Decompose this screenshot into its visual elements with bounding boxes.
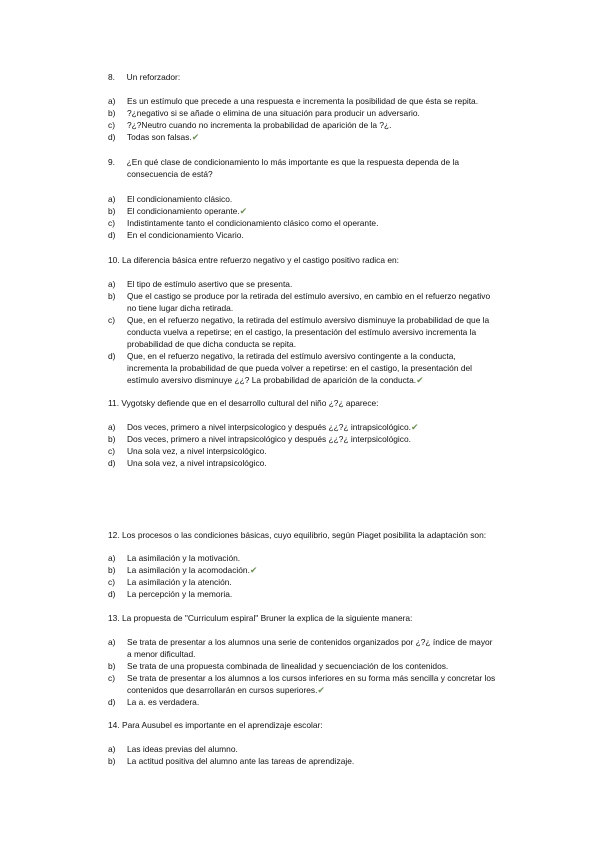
question-8: [108, 71, 528, 83]
question-stem-cont: consecuencia de está?: [127, 169, 213, 179]
check-icon: ✔: [191, 132, 200, 142]
option-8d: d) Todas son falsas.✔: [108, 132, 200, 142]
question-stem: La diferencia básica entre refuerzo negativo y el castigo positivo radica en:: [121, 255, 399, 265]
question-number: 8.: [108, 72, 115, 82]
check-icon: ✔: [410, 422, 419, 432]
question-9: [108, 156, 528, 180]
option-10c: c) Que, en el refuerzo negativo, la retirada del estímulo aversivo disminuye la probabilidad de que la conducta vuelva a repetirse; en el castigo, la presentación del estímulo aversivo incrementa la probabilidad de que dicha conducta se repita.: [108, 315, 490, 349]
question-12: [108, 529, 548, 541]
question-13: [108, 612, 528, 624]
option-12c: c) La asimilación y la atención.: [108, 577, 232, 587]
question-number: 9.: [108, 157, 115, 167]
option-9a: a) El condicionamiento clásico.: [108, 194, 233, 204]
question-number: 13.: [108, 613, 120, 623]
option-10b: b) Que el castigo se produce por la retirada del estímulo aversivo, en cambio en el refuerzo negativo no tiene lugar dicha retirada.: [108, 291, 491, 313]
check-icon: ✔: [249, 565, 258, 575]
question-stem: Vygotsky defiende que en el desarrollo cultural del niño ¿?¿ aparece:: [121, 398, 379, 408]
option-12d: d) La percepción y la memoria.: [108, 589, 233, 599]
option-13d: d) La a. es verdadera.: [108, 697, 200, 707]
option-12a: a) La asimilación y la motivación.: [108, 553, 241, 563]
option-8c: c) ?¿?Neutro cuando no incrementa la probabilidad de aparición de la ?¿.: [108, 120, 392, 130]
option-13b: b) Se trata de una propuesta combinada de linealidad y secuenciación de los contenidos.: [108, 661, 449, 671]
option-9b: b) El condicionamiento operante.✔: [108, 206, 248, 216]
option-14a: a) Las ideas previas del alumno.: [108, 744, 238, 754]
question-14: [108, 719, 528, 731]
question-10: [108, 254, 528, 266]
option-10a: a) El tipo de estímulo asertivo que se presenta.: [108, 279, 293, 289]
option-12b: b) La asimilación y la acomodación.✔: [108, 565, 258, 575]
option-10d: d) Que, en el refuerzo negativo, la retirada del estímulo aversivo contingente a la conducta, incrementa la probabilidad de que pueda volver a repetirse: en el castigo, la presentación del estímulo aversivo disminuye ¿¿? La probabilidad de aparición de la conducta.✔: [108, 351, 472, 385]
check-icon: ✔: [317, 685, 325, 695]
question-number: 12.: [108, 530, 120, 540]
check-icon: ✔: [416, 375, 424, 385]
option-8b: b) ?¿negativo si se añade o elimina de una situación para producir un adversario.: [108, 108, 420, 118]
option-14b: b) La actitud positiva del alumno ante las tareas de aprendizaje.: [108, 756, 355, 766]
option-8a: a) Es un estímulo que precede a una respuesta e incrementa la posibilidad de que ésta se repita.: [108, 96, 479, 106]
question-number: 10.: [108, 255, 120, 265]
option-11b: b) Dos veces, primero a nivel intrapsicológico y después ¿¿?¿ interpsicológico.: [108, 434, 411, 444]
option-13a: a) Se trata de presentar a los alumnos una serie de contenidos organizados por ¿?¿ índice de mayor a menor dificultad.: [108, 637, 493, 659]
option-11a: a) Dos veces, primero a nivel interpsicologico y después ¿¿?¿ intrapsicológico.✔: [108, 422, 419, 432]
question-stem: Para Ausubel es importante en el aprendizaje escolar:: [121, 720, 323, 730]
question-number: 14.: [108, 720, 120, 730]
question-number: 11.: [108, 398, 120, 408]
option-13c: c) Se trata de presentar a los alumnos a los cursos inferiores en su forma más sencilla y concretar los contenidos que desarrollarán en cursos superiores.✔: [108, 673, 496, 695]
option-11c: c) Una sola vez, a nivel interpsicológico.: [108, 446, 267, 456]
check-icon: ✔: [239, 206, 248, 216]
question-stem: Los procesos o las condiciones básicas, cuyo equilibrio, según Piaget posibilita la adaptación son:: [121, 530, 487, 540]
option-11d: d) Una sola vez, a nivel intrapsicológico.: [108, 458, 267, 468]
option-9d: d) En el condicionamiento Vicario.: [108, 230, 244, 240]
question-11: [108, 397, 528, 409]
option-9c: c) Indistintamente tanto el condicionamiento clásico como el operante.: [108, 218, 379, 228]
question-stem: La propuesta de "Curriculum espiral" Bruner la explica de la siguiente manera:: [121, 613, 413, 623]
question-stem: ¿En qué clase de condicionamiento lo más importante es que la respuesta dependa de la: [126, 157, 460, 167]
question-stem: Un reforzador:: [126, 72, 181, 82]
